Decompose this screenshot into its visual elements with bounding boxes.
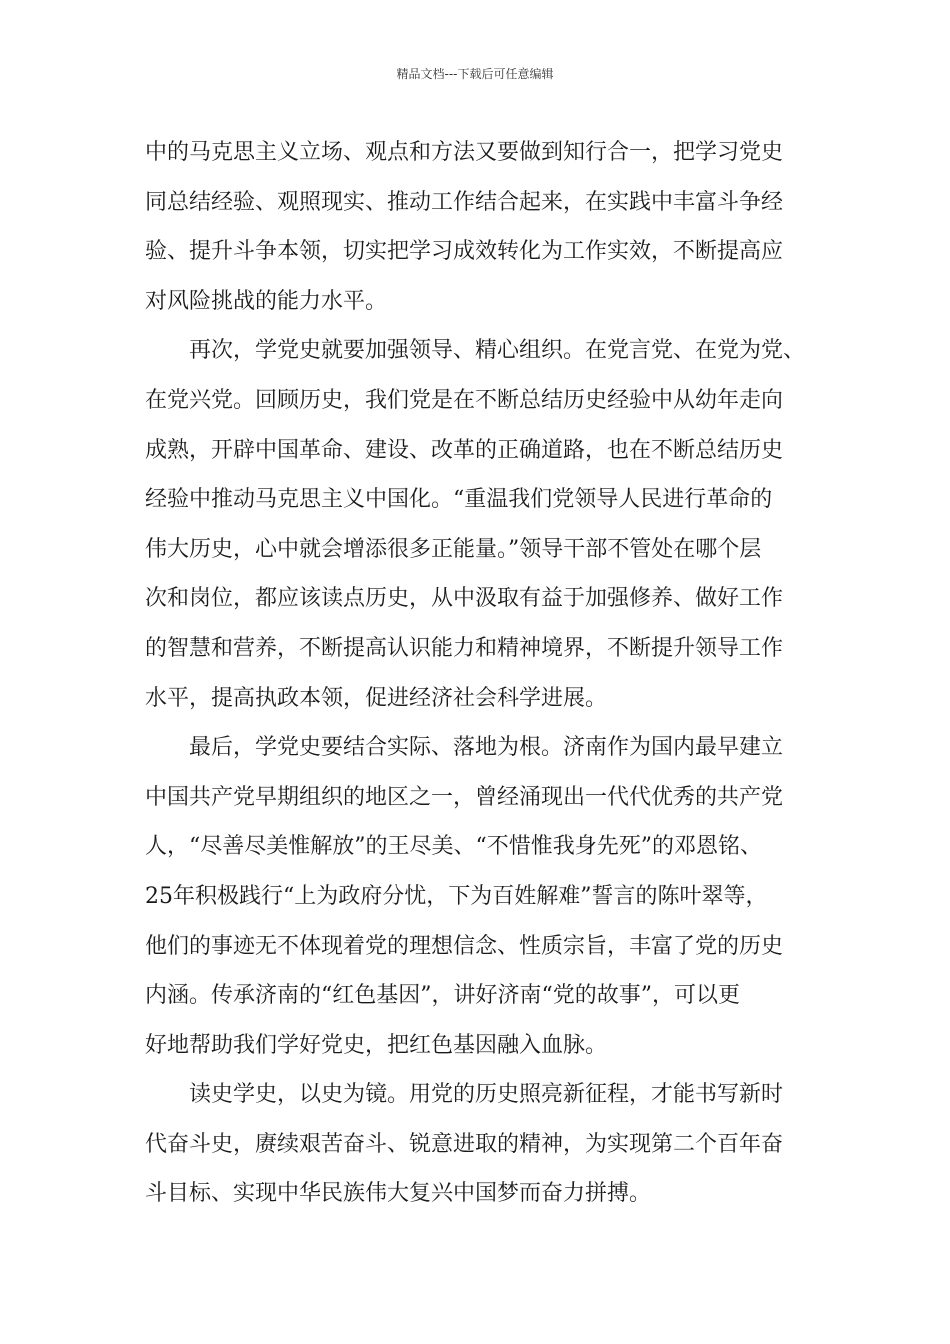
text-line: 在党兴党。回顾历史，我们党是在不断总结历史经验中从幼年走向: [145, 387, 784, 413]
document-body: [145, 128, 815, 1219]
text-line: 读史学史，以史为镜。用党的历史照亮新征程，才能书写新时: [189, 1082, 784, 1108]
page-header: 精品文档---下载后可任意编辑: [396, 67, 554, 81]
text-line: 内涵。传承济南的“红色基因”，讲好济南“党的故事”，可以更: [145, 983, 740, 1009]
text-line: 好地帮助我们学好党史，把红色基因融入血脉。: [145, 1032, 608, 1058]
text-line: 中国共产党早期组织的地区之一，曾经涌现出一代代优秀的共产党: [145, 784, 784, 810]
text-line: 对风险挑战的能力水平。: [145, 288, 388, 314]
text-line: 再次，学党史就要加强领导、精心组织。在党言党、在党为党、: [189, 338, 806, 364]
text-line: 经验中推动马克思主义中国化。“重温我们党领导人民进行革命的: [145, 487, 773, 513]
text-line: 的智慧和营养，不断提高认识能力和精神境界，不断提升领导工作: [145, 635, 784, 661]
text-line: 25年积极践行“上为政府分忧，下为百姓解难”誓言的陈叶翠等，: [145, 883, 768, 909]
text-line: 成熟，开辟中国革命、建设、改革的正确道路，也在不断总结历史: [145, 437, 784, 463]
text-line: 同总结经验、观照现实、推动工作结合起来，在实践中丰富斗争经: [145, 189, 784, 215]
text-line: 斗目标、实现中华民族伟大复兴中国梦而奋力拼搏。: [145, 1181, 652, 1207]
text-line: 中的马克思主义立场、观点和方法又要做到知行合一，把学习党史: [145, 140, 784, 165]
text-line: 伟大历史，心中就会增添很多正能量。”领导干部不管处在哪个层: [145, 536, 762, 562]
text-line: 次和岗位，都应该读点历史，从中汲取有益于加强修养、做好工作: [145, 586, 784, 612]
text-line: 最后，学党史要结合实际、落地为根。济南作为国内最早建立: [189, 735, 784, 761]
text-line: 水平，提高执政本领，促进经济社会科学进展。: [145, 685, 608, 711]
text-line: 验、提升斗争本领，切实把学习成效转化为工作实效，不断提高应: [145, 239, 784, 265]
text-line: 他们的事迹无不体现着党的理想信念、性质宗旨，丰富了党的历史: [145, 933, 784, 959]
text-line: 代奋斗史，赓续艰苦奋斗、锐意进取的精神，为实现第二个百年奋: [145, 1131, 784, 1157]
text-line: 人，“尽善尽美惟解放”的王尽美、“不惜惟我身先死”的邓恩铭、: [145, 834, 762, 860]
